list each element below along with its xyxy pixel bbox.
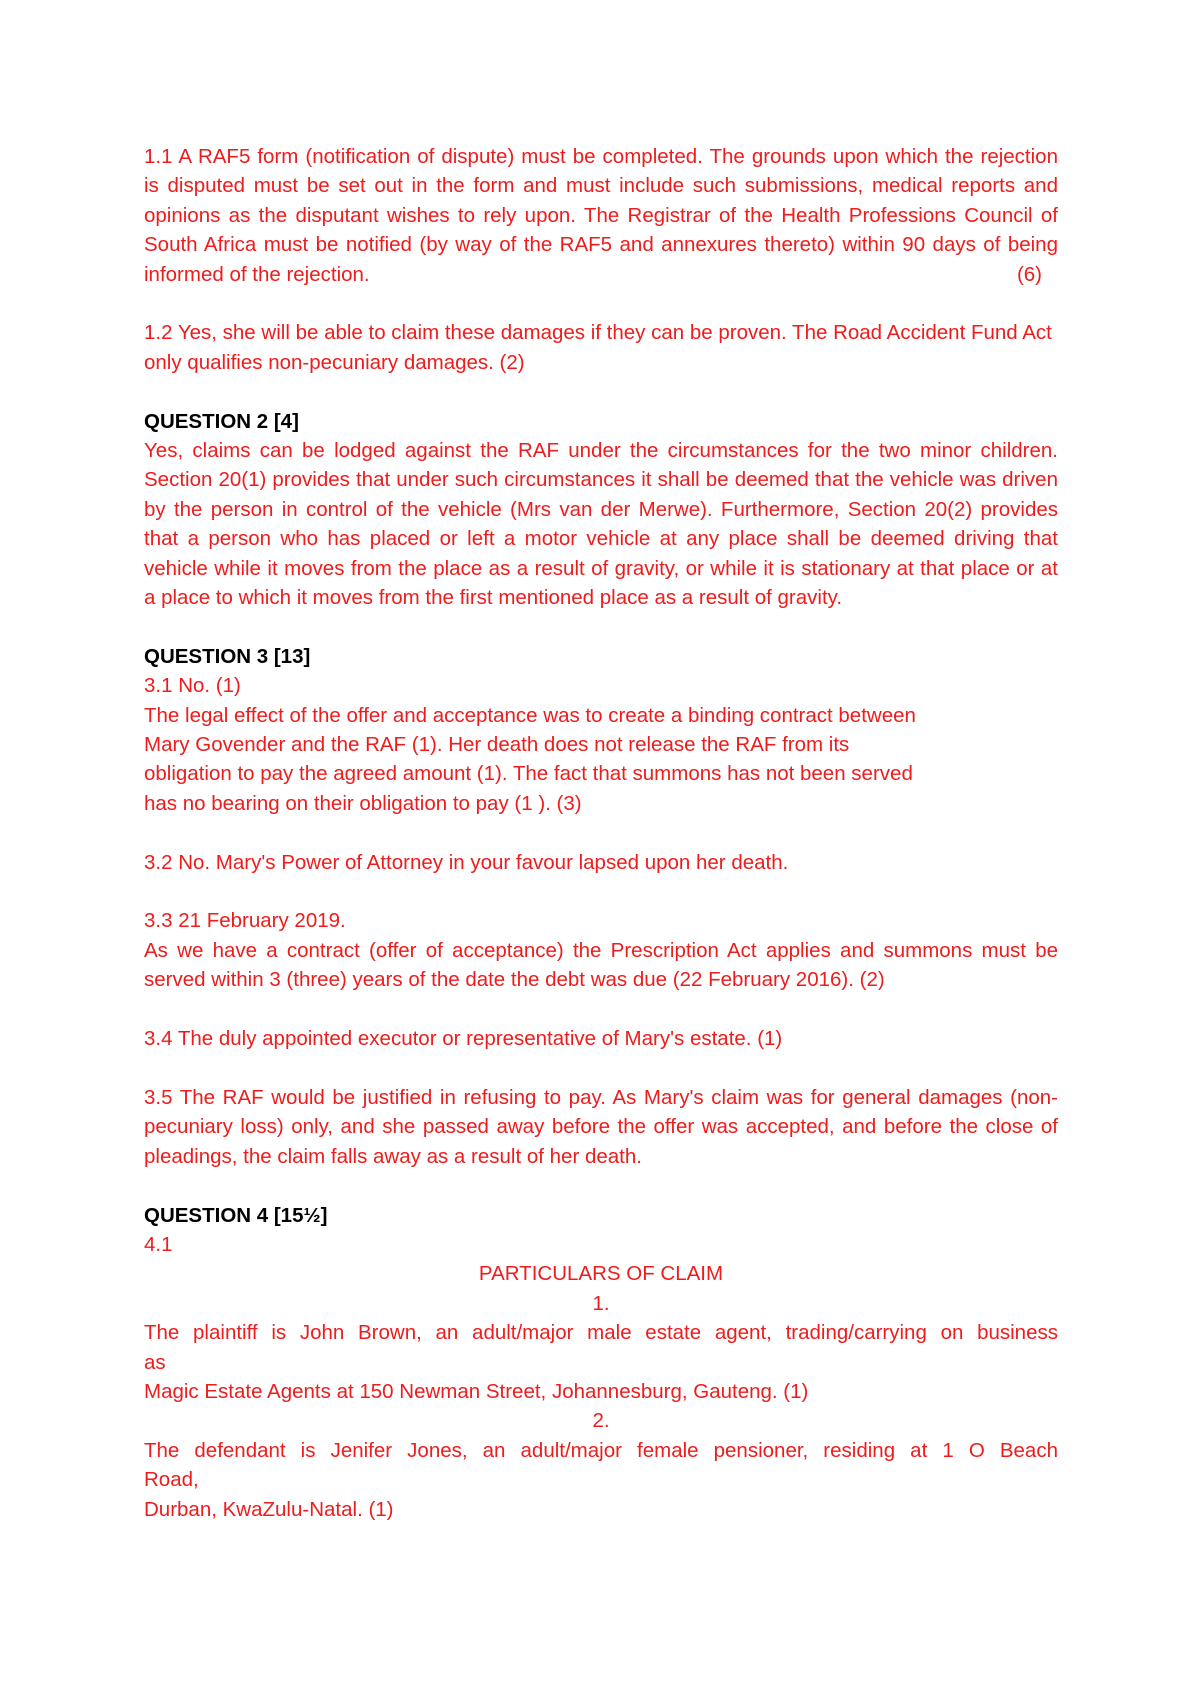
answer-3-4: 3.4 The duly appointed executor or representative of Mary's estate. (1)	[144, 1027, 783, 1051]
particulars-item-line: The defendant is Jenifer Jones, an adult/major female pensioner, residing at 1 O Beach	[144, 1438, 1058, 1462]
question-3-block	[144, 642, 1058, 818]
particulars-item-line: Road,	[144, 1468, 199, 1492]
particulars-title: PARTICULARS OF CLAIM	[478, 1262, 724, 1286]
answer-3-3-title: 3.3 21 February 2019.	[144, 909, 346, 933]
question-2-heading: QUESTION 2 [4]	[144, 409, 299, 433]
particulars-item-line: Magic Estate Agents at 150 Newman Street, Johannesburg, Gauteng. (1)	[144, 1379, 809, 1403]
answer-1-1-mark: (6)	[1016, 262, 1042, 286]
question-4-heading: QUESTION 4 [15½]	[144, 1203, 328, 1227]
answer-4-1-label: 4.1	[144, 1232, 173, 1256]
answer-3-1-line: obligation to pay the agreed amount (1). The fact that summons has not been served	[144, 762, 913, 786]
particulars-item-line: as	[144, 1350, 166, 1374]
question-4-block	[144, 1201, 1058, 1524]
answer-3-1-title: 3.1 No. (1)	[144, 674, 241, 698]
answer-3-1-line: has no bearing on their obligation to pay (1 ). (3)	[144, 791, 582, 815]
page-content	[144, 142, 1058, 1524]
particulars-item-number: 1.	[592, 1291, 610, 1315]
question-2-block	[144, 407, 1058, 613]
particulars-item-line: The plaintiff is John Brown, an adult/major male estate agent, trading/carrying on business	[144, 1321, 1058, 1345]
answer-3-1-line: Mary Govender and the RAF (1). Her death does not release the RAF from its	[144, 733, 850, 757]
answer-1-1-text: 1.1 A RAF5 form (notification of dispute) must be completed. The grounds upon which the rejection is disputed must be set out in the form and must include such submissions, medical reports and opinions as the disputant wishes to rely upon. The Registrar of the Health Professions Council of South Africa must be notified (by way of the RAF5 and annexures thereto) within 90 days of being informed of the rejection.	[144, 145, 1058, 286]
answer-3-3	[144, 906, 1058, 994]
answer-3-2: 3.2 No. Mary's Power of Attorney in your favour lapsed upon her death.	[144, 850, 789, 874]
particulars-item-number: 2.	[592, 1409, 610, 1433]
question-3-heading: QUESTION 3 [13]	[144, 644, 311, 668]
particulars-item-line: Durban, KwaZulu-Natal. (1)	[144, 1497, 394, 1521]
answer-3-3-body: As we have a contract (offer of acceptance) the Prescription Act applies and summons must be served within 3 (three) years of the date the debt was due (22 February 2016). (2)	[144, 938, 1058, 992]
question-2-answer: Yes, claims can be lodged against the RAF under the circumstances for the two minor children. Section 20(1) provides that under such circumstances it shall be deemed that the vehicle was driven by the person in control of the vehicle (Mrs van der Merwe). Furthermore, Section 20(2) provides that a person who has placed or left a motor vehicle at any place shall be deemed driving that vehicle while it moves from the place as a result of gravity, or while it is stationary at that place or at a place to which it moves from the first mentioned place as a result of gravity.	[144, 439, 1058, 610]
answer-3-1-line: The legal effect of the offer and acceptance was to create a binding contract between	[144, 703, 916, 727]
answer-3-5: 3.5 The RAF would be justified in refusing to pay. As Mary's claim was for general damages (non-pecuniary loss) only, and she passed away before the offer was accepted, and before the close of pleadings, the claim falls away as a result of her death.	[144, 1085, 1058, 1168]
answer-1-1	[144, 142, 1058, 289]
answer-1-2: 1.2 Yes, she will be able to claim these damages if they can be proven. The Road Accident Fund Act only qualifies non-pecuniary damages. (2)	[144, 321, 1052, 374]
